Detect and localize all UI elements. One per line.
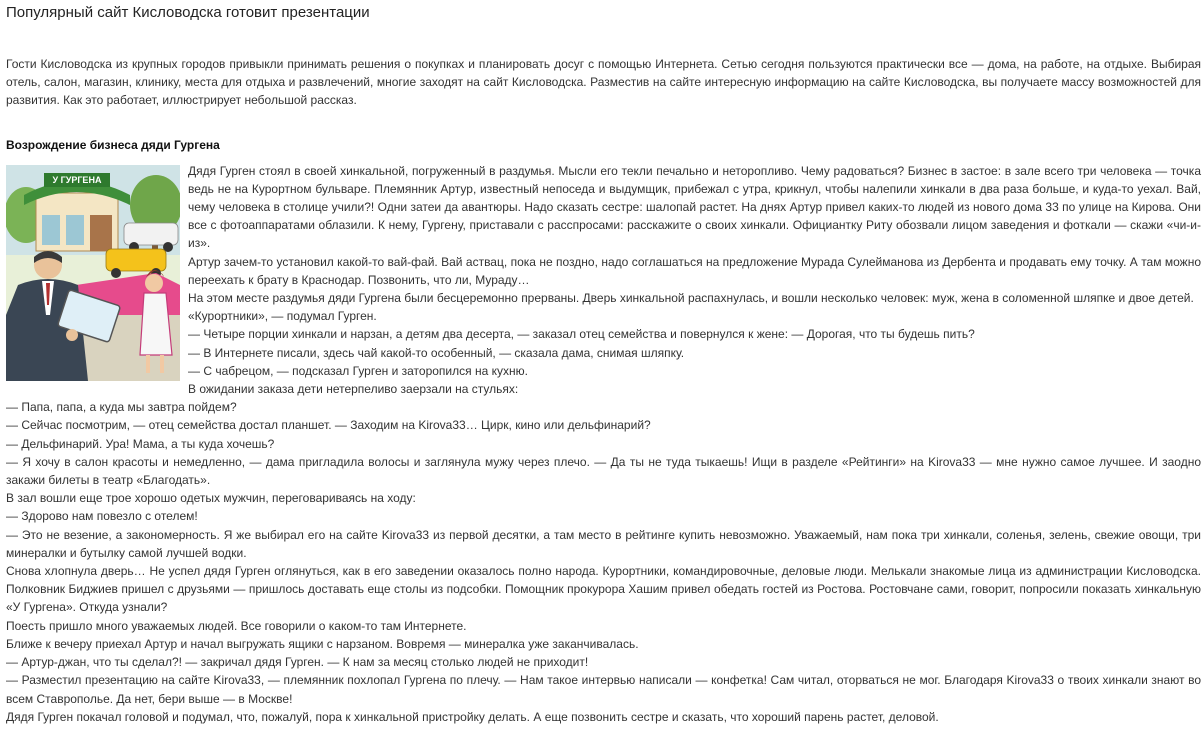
story-paragraph: В ожидании заказа дети нетерпеливо заерзали на стульях: (188, 382, 519, 397)
story-paragraph: Ближе к вечеру приехал Артур и начал выгружать ящики с нарзаном. Вовремя — минералка уже заканчивалась. (6, 636, 639, 651)
story-paragraph: — Четыре порции хинкали и нарзан, а детям два десерта, — заказал отец семейства и повернулся к жене: — Дорогая, что ты будешь пить? (188, 327, 975, 342)
story-paragraph: Дядя Гурген покачал головой и подумал, что, пожалуй, пора к хинкальной пристройку делать. А еще позвонить сестре и сказать, что хороший парень растет, деловой. (6, 709, 939, 724)
story-paragraph: — Я хочу в салон красоты и немедленно, — дама пригладила волосы и заглянула мужу через плечо. — Да ты не туда тыкаешь! Ищи в разделе «Рейтинги» на Kirova33 — мне нужно самое лучшее. И заодно закажи билеты в театр «Благодать». (6, 454, 1201, 488)
sign-text: У ГУРГЕНА (52, 174, 102, 185)
story-paragraph: Поесть пришло много уважаемых людей. Все говорили о каком-то там Интернете. (6, 618, 467, 633)
story-paragraphs (6, 162, 1201, 726)
story-paragraph: «Курортники», — подумал Гурген. (188, 309, 377, 324)
page-title: Популярный сайт Кисловодска готовит презентации (6, 4, 370, 21)
story-subtitle: Возрождение бизнеса дяди Гургена (6, 137, 220, 152)
story-paragraph: Артур зачем-то установил какой-то вай-фай. Вай аствац, пока не поздно, надо соглашаться на предложение Мурада Сулейманова из Дербента и продавать ему точку. А там можно переехать к брату в Краснодар. Позвонить, что ли, Мураду… (188, 254, 1201, 287)
story-paragraph: — Здорово нам повезло с отелем! (6, 509, 198, 524)
story-paragraph: — Папа, папа, а куда мы завтра пойдем? (6, 400, 237, 415)
story-paragraph: — Дельфинарий. Ура! Мама, а ты куда хочешь? (6, 436, 275, 451)
story-paragraph: — Артур-джан, что ты сделал?! — закричал дядя Гурген. — К нам за месяц столько людей не приходит! (6, 655, 589, 670)
story-body (6, 162, 1201, 726)
story-paragraph: Дядя Гурген стоял в своей хинкальной, погруженный в раздумья. Мысли его текли печально и неторопливо. Чему радоваться? Бизнес в застое: в зале всего три человека — точка ведь не на Курортном бульваре. Племянник Артур, известный непоседа и выдумщик, прибежал с утра, крикнул, чтобы налепили хинкали в два раза больше, и куда-то уехал. Вай, чему человека в столице учили?! Одни затеи да авантюры. Надо сказать сестре: шалопай растет. На днях Артур привел каких-то людей из нового дома 33 по улице на Кирова. Они все с фотоаппаратами облазили. К нему, Гургену, приставали с расспросами: расскажите о своих хинкали. Официантку Риту обозвали лицом заведения и фоткали — скажи «чи-и-из». (188, 163, 1201, 251)
story-paragraph: — Разместил презентацию на сайте Kirova33, — племянник похлопал Гургена по плечу. — Нам такое интервью написали — конфетка! Сам читал, оторваться не мог. Благодаря Kirova33 о твоих хинкали знают во всем Ставрополье. Да нет, бери выше — в Москве! (6, 673, 1201, 706)
story-paragraph: — С чабрецом, — подсказал Гурген и заторопился на кухню. (188, 363, 528, 378)
story-paragraph: — Сейчас посмотрим, — отец семейства достал планшет. — Заходим на Kirova33… Цирк, кино или дельфинарий? (6, 418, 651, 433)
story-paragraph: Снова хлопнула дверь… Не успел дядя Гурген оглянуться, как в его заведении оказалось полно народа. Курортники, командировочные, деловые люди. Мелькали знакомые лица из администрации Кисловодска. Полковник Биджиев пришел с друзьями — пришлось доставать еще столы из подсобки. Помощник прокурора Хашим привел обедать гостей из Ростова. Ростовчане сами, говорит, попросили показать хинкальную «У Гургена». Откуда узнали? (6, 564, 1201, 615)
story-paragraph: — В Интернете писали, здесь чай какой-то особенный, — сказала дама, снимая шляпку. (188, 345, 685, 360)
intro-paragraph: Гости Кисловодска из крупных городов привыкли принимать решения о покупках и планировать досуг с помощью Интернета. Сетью сегодня пользуются практически все — дома, на работе, на отдыхе. Выбирая отель, салон, магазин, клинику, места для отдыха и развлечений, многие заходят на сайт Кисловодска. Разместив на сайте интересную информацию на сайте Кисловодска, вы получаете массу возможностей для развития. Как это работает, иллюстрирует небольшой рассказ. (6, 57, 1201, 108)
illustration-cafe-scene-icon (6, 165, 180, 381)
story-paragraph: На этом месте раздумья дяди Гургена были бесцеремонно прерваны. Дверь хинкальной распахнулась, и вошли несколько человек: муж, жена в соломенной шляпке и двое детей. (188, 291, 1194, 306)
story-paragraph: В зал вошли еще трое хорошо одетых мужчин, переговариваясь на ходу: (6, 491, 416, 506)
story-paragraph: — Это не везение, а закономерность. Я же выбирал его на сайте Kirova33 из первой десятки, а там место в рейтинге купить невозможно. Уважаемый, нам пока три хинкали, соленья, зелень, свежие овощи, три минералки и бутылку самой лучшей водки. (6, 527, 1201, 560)
